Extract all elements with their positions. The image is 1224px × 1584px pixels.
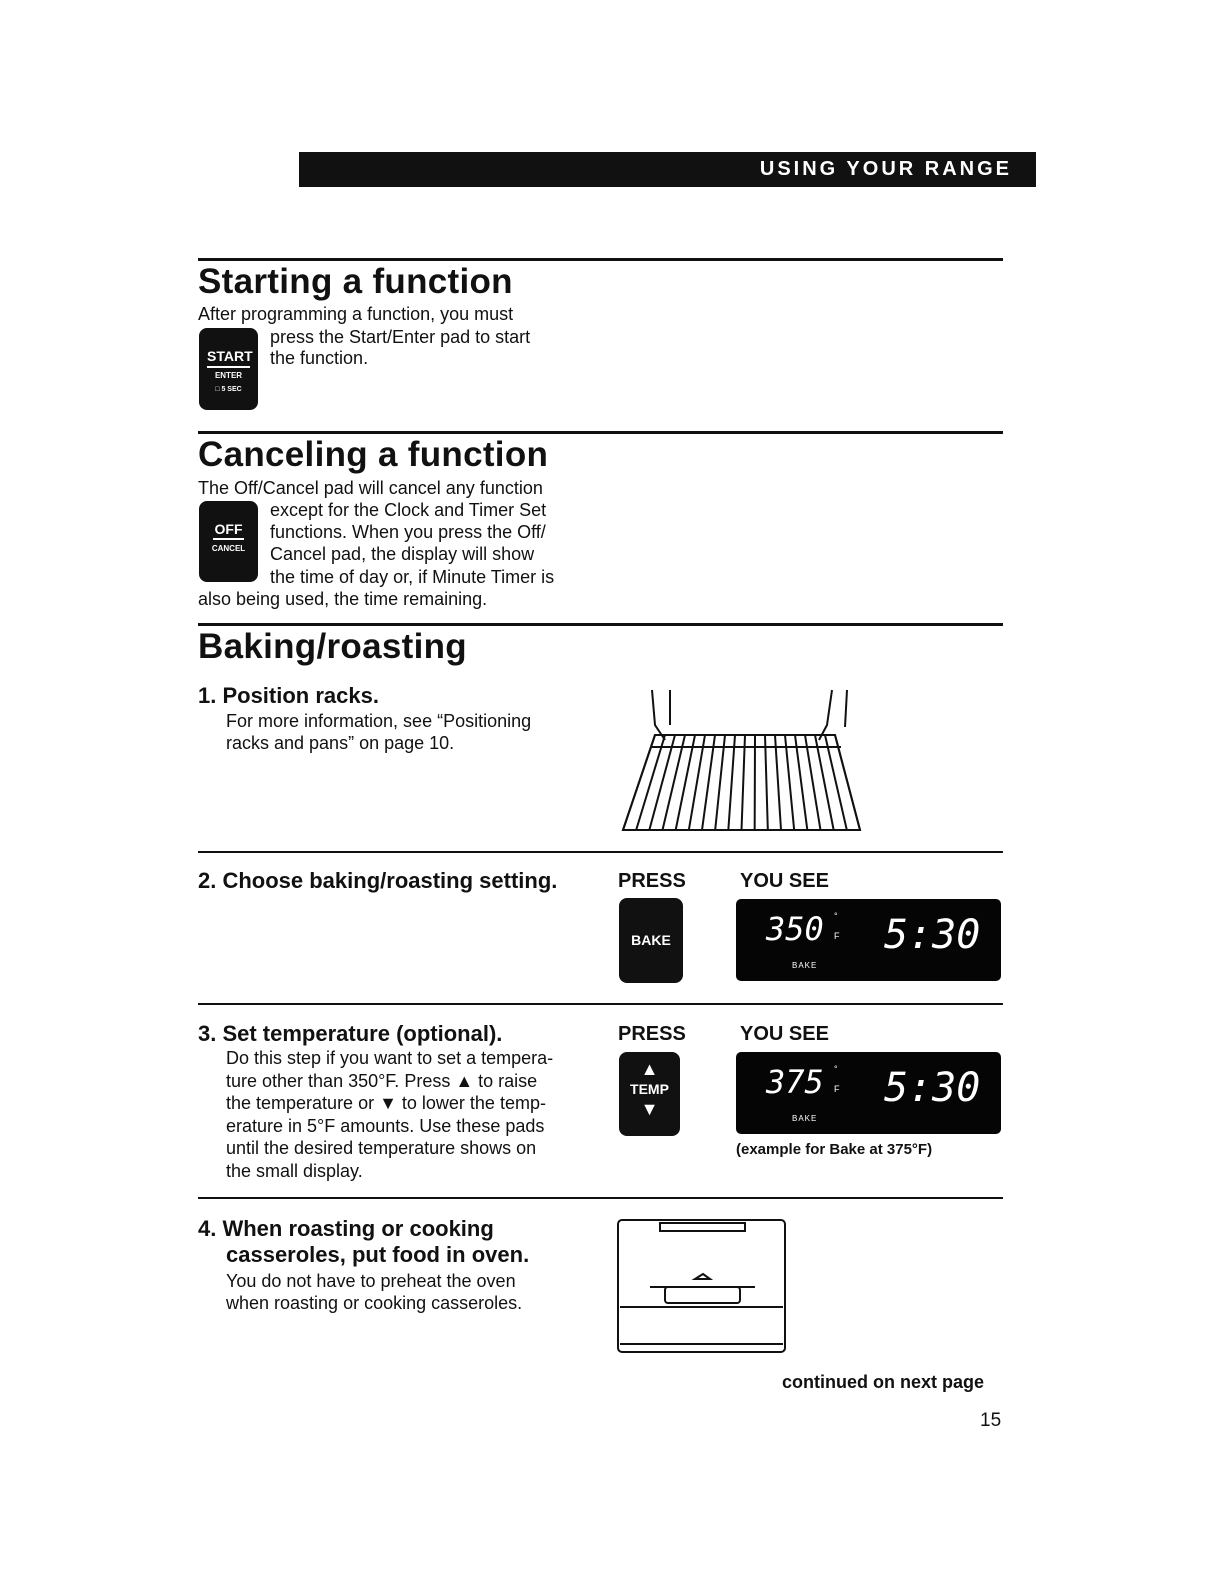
display-unit: F	[834, 931, 841, 941]
continued-note: continued on next page	[782, 1372, 985, 1392]
step3-text-5: until the desired temperature shows on	[226, 1138, 537, 1158]
heading-starting: Starting a function	[198, 262, 513, 301]
bake-pad-icon: BAKE	[619, 898, 683, 983]
pad-lock-text: 5 SEC	[221, 386, 242, 393]
step2-title: 2. Choose baking/roasting setting.	[198, 868, 558, 893]
divider	[198, 1003, 1003, 1005]
start-text-3: the function.	[270, 348, 369, 368]
step4-text-1: You do not have to preheat the oven	[226, 1271, 516, 1291]
step3-text-6: the small display.	[226, 1161, 363, 1181]
temp-pad-icon	[619, 1052, 680, 1136]
display-caption: (example for Bake at 375°F)	[736, 1141, 933, 1158]
section-header: USING YOUR RANGE	[299, 152, 1036, 187]
rack-bar	[663, 735, 686, 830]
oven-display-350	[736, 899, 1001, 981]
rack-bar	[728, 735, 735, 830]
cancel-text-2: except for the Clock and Timer Set	[270, 500, 547, 520]
you-see-label: YOU SEE	[740, 1023, 829, 1045]
rack-bar	[835, 735, 860, 830]
pad-lock-label: □ 5 SEC	[215, 386, 242, 393]
display-time: 5:30	[884, 912, 981, 958]
step3-title: 3. Set temperature (optional).	[198, 1021, 503, 1046]
arrow-up-icon: ▲	[640, 1059, 659, 1079]
rack-bar	[742, 735, 746, 830]
divider	[198, 623, 1003, 626]
pad-temp-label: TEMP	[630, 1081, 669, 1097]
rack-bar	[825, 735, 847, 830]
heading-canceling: Canceling a function	[198, 435, 549, 474]
cancel-text-3: functions. When you press the Off/	[270, 522, 546, 542]
rack-bar	[775, 735, 781, 830]
display-mode: BAKE	[792, 961, 818, 970]
step1-title: 1. Position racks.	[198, 683, 379, 708]
divider	[198, 1197, 1003, 1199]
display-temp: 350	[766, 910, 824, 948]
start-text-2: press the Start/Enter pad to start	[270, 327, 531, 347]
display-temp: 375	[766, 1063, 824, 1101]
pad-off-label: OFF	[213, 521, 244, 540]
rack-bar	[702, 735, 715, 830]
degree-mark: °	[834, 1064, 839, 1074]
cancel-text-4: Cancel pad, the display will show	[270, 544, 535, 564]
degree-mark: °	[834, 911, 839, 921]
start-enter-pad-icon	[199, 328, 258, 410]
you-see-label: YOU SEE	[740, 870, 829, 892]
start-text-1: After programming a function, you must	[198, 304, 514, 324]
pad-cancel-label: CANCEL	[211, 544, 246, 553]
step3-text-2: ture other than 350°F. Press ▲ to raise	[226, 1071, 538, 1091]
cancel-text-5: the time of day or, if Minute Timer is	[270, 567, 555, 587]
heading-baking: Baking/roasting	[198, 627, 467, 666]
display-mode: BAKE	[792, 1114, 818, 1123]
off-cancel-pad-icon	[199, 501, 258, 582]
step4-title-1: 4. When roasting or cooking	[198, 1216, 494, 1241]
rack-bar	[715, 735, 725, 830]
arrow-down-icon: ▼	[640, 1099, 659, 1119]
rack-bar	[785, 735, 794, 830]
step3-text-3: the temperature or ▼ to lower the temp-	[226, 1093, 546, 1113]
step4-title-2: casseroles, put food in oven.	[226, 1242, 530, 1267]
press-label: PRESS	[618, 870, 686, 892]
divider	[198, 258, 1003, 261]
rack-bar	[649, 735, 675, 830]
page-number: 15	[980, 1410, 1002, 1431]
oven-rack-illustration	[615, 685, 865, 835]
step3-text-1: Do this step if you want to set a tempera-	[226, 1048, 554, 1068]
display-time: 5:30	[884, 1065, 981, 1111]
divider	[198, 851, 1003, 853]
press-label: PRESS	[618, 1023, 686, 1045]
pad-start-label: START	[207, 348, 250, 368]
display-unit: F	[834, 1084, 841, 1094]
rack-bar	[795, 735, 807, 830]
oven-display-375	[736, 1052, 1001, 1134]
step3-text-4: erature in 5°F amounts. Use these pads	[226, 1116, 545, 1136]
cancel-text-1: The Off/Cancel pad will cancel any function	[198, 478, 543, 498]
step4-text-2: when roasting or cooking casseroles.	[226, 1293, 523, 1313]
oven-casserole-illustration	[615, 1217, 790, 1357]
rack-bar	[765, 735, 768, 830]
step1-text-1: For more information, see “Positioning	[226, 711, 532, 731]
cancel-text-6: also being used, the time remaining.	[198, 589, 488, 609]
divider	[198, 431, 1003, 434]
pad-enter-label: ENTER	[214, 371, 243, 380]
step1-text-2: racks and pans” on page 10.	[226, 733, 455, 753]
